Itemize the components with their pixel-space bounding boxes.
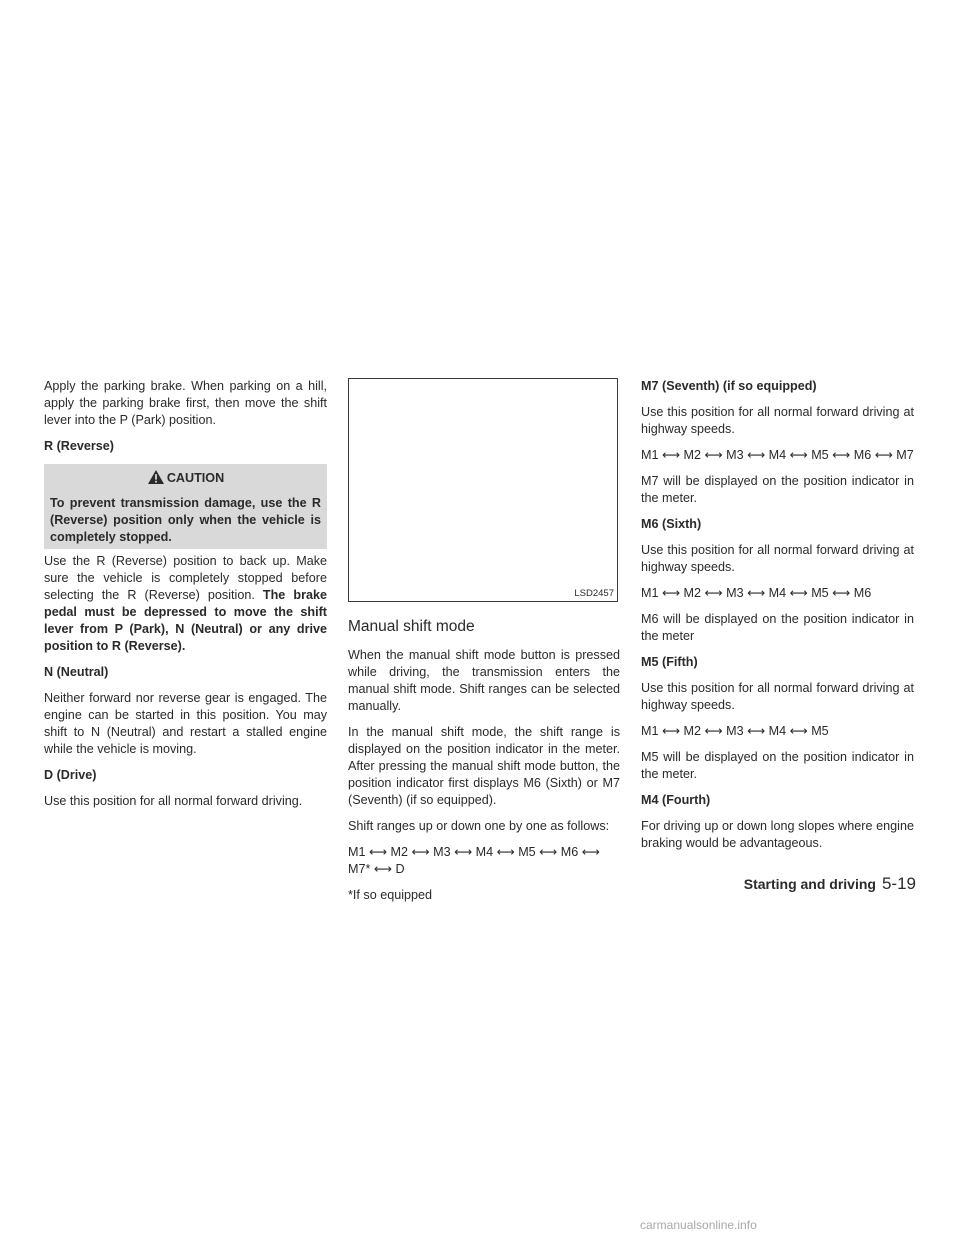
m7-heading: M7 (Seventh) (if so equipped) [641,379,817,393]
drive-paragraph: Use this position for all normal forward driving. [44,794,303,808]
m7-note: M7 will be displayed on the position indicator in the meter. [641,474,914,505]
m5-note: M5 will be displayed on the position indicator in the meter. [641,750,914,781]
m4-paragraph: For driving up or down long slopes where engine braking would be advantageous. [641,819,914,850]
reverse-text: Use the R (Reverse) position to back up. Make sure the vehicle is completely stopped before selecting the R (Reverse) position. [44,554,327,602]
warning-triangle-icon [147,469,165,485]
m5-paragraph: Use this position for all normal forward driving at highway speeds. [641,681,914,712]
neutral-paragraph: Neither forward nor reverse gear is engaged. The engine can be started in this position. You may shift to N (Neutral) and restart a stalled engine while the vehicle is moving. [44,691,327,756]
intro-paragraph: Apply the parking brake. When parking on a hill, apply the parking brake first, then move the shift lever into the P (Park) position. [44,379,327,427]
m6-paragraph: Use this position for all normal forward driving at highway speeds. [641,543,914,574]
column-left [44,378,327,819]
shift-sequence: M1 ⟷ M2 ⟷ M3 ⟷ M4 ⟷ M5 ⟷ M6 ⟷ M7* ⟷ D [348,845,600,876]
caution-header [50,467,321,489]
m5-sequence: M1 ⟷ M2 ⟷ M3 ⟷ M4 ⟷ M5 [641,724,829,738]
footnote: *If so equipped [348,888,433,902]
m7-paragraph: Use this position for all normal forward driving at highway speeds. [641,405,914,436]
column-middle [348,378,620,913]
figure-placeholder [348,378,618,602]
m5-heading: M5 (Fifth) [641,655,698,669]
m4-heading: M4 (Fourth) [641,793,711,807]
page-footer [744,874,916,894]
watermark: carmanualsonline.info [640,1218,757,1232]
chapter-title: Starting and driving [743,876,876,892]
neutral-heading: N (Neutral) [44,665,109,679]
caution-title: CAUTION [166,471,225,485]
figure-id: LSD2457 [574,588,614,599]
page-number: 5-19 [881,874,916,893]
section-title: Manual shift mode [348,618,475,635]
caution-box [44,464,327,549]
reverse-heading: R (Reverse) [44,439,114,453]
m7-sequence: M1 ⟷ M2 ⟷ M3 ⟷ M4 ⟷ M5 ⟷ M6 ⟷ M7 [641,448,914,462]
manual-paragraph-2: In the manual shift mode, the shift range is displayed on the position indicator in the meter. After pressing the manual shift mode button, the position indicator first displays M6 (Sixth) or M7 (Seventh) (if so equipped). [348,725,620,807]
column-right [641,378,914,861]
drive-heading: D (Drive) [44,768,97,782]
reverse-bold-text: The brake pedal must be depressed to move the shift lever from P (Park), N (Neutral) or any drive position to R (Reverse). [44,588,327,653]
manual-paragraph-3: Shift ranges up or down one by one as follows: [348,819,610,833]
m6-note: M6 will be displayed on the position indicator in the meter [641,612,914,643]
m6-sequence: M1 ⟷ M2 ⟷ M3 ⟷ M4 ⟷ M5 ⟷ M6 [641,586,872,600]
m6-heading: M6 (Sixth) [641,517,702,531]
manual-paragraph-1: When the manual shift mode button is pressed while driving, the transmission enters the manual shift mode. Shift ranges can be selected manually. [348,648,620,713]
reverse-paragraph [44,553,327,655]
caution-text: To prevent transmission damage, use the R (Reverse) position only when the vehicle is completely stopped. [50,496,321,544]
